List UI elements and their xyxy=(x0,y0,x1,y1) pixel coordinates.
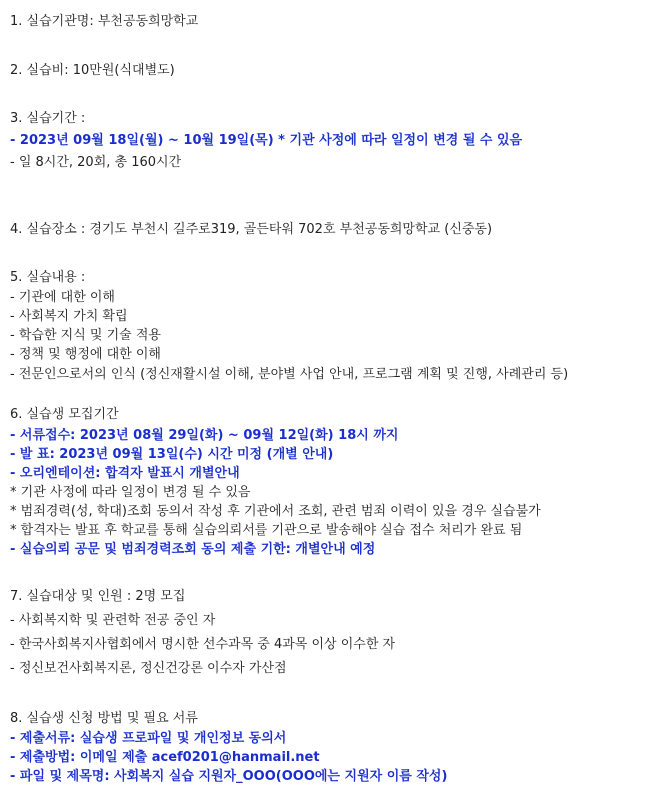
apply-line: - 제출방법: 이메일 제출 acef0201@hanmail.net xyxy=(10,750,320,765)
recruit-line: - 실습의뢰 공문 및 범죄경력조회 동의 제출 기한: 개별안내 예정 xyxy=(10,542,376,557)
section-5-heading: 5. 실습내용 : xyxy=(10,270,86,285)
content-item: - 정책 및 행정에 대한 이해 xyxy=(10,347,161,362)
recruit-line: - 오리엔테이션: 합격자 발표시 개별안내 xyxy=(10,466,240,481)
recruit-note: * 합격자는 발표 후 학교를 통해 실습의뢰서를 기관으로 발송해야 실습 접수 처리가 완료 됨 xyxy=(10,523,523,538)
content-item: - 전문인으로서의 인식 (정신재활시설 이해, 분야별 사업 안내, 프로그램 계획 및 진행, 사례관리 등) xyxy=(10,367,569,382)
apply-line: - 제출서류: 실습생 프로파일 및 개인정보 동의서 xyxy=(10,731,287,746)
section-2-heading: 2. 실습비: 10만원(식대별도) xyxy=(10,63,175,78)
content-item: - 학습한 지식 및 기술 적용 xyxy=(10,328,161,343)
recruit-note: * 기관 사정에 따라 일정이 변경 될 수 있음 xyxy=(10,485,251,500)
content-item: - 기관에 대한 이해 xyxy=(10,290,115,305)
target-item: - 사회복지학 및 관련학 전공 중인 자 xyxy=(10,613,216,628)
period-date-line: - 2023년 09월 18일(월) ~ 10월 19일(목) * 기관 사정에 따라 일정이 변경 될 수 있음 xyxy=(10,133,523,148)
section-4-heading: 4. 실습장소 : 경기도 부천시 길주로319, 골든타워 702호 부천공동희망학교 (신중동) xyxy=(10,222,493,237)
content-item: - 사회복지 가치 확립 xyxy=(10,309,128,324)
section-3-heading: 3. 실습기간 : xyxy=(10,111,86,126)
section-6-heading: 6. 실습생 모집기간 xyxy=(10,407,119,422)
target-item: - 정신보건사회복지론, 정신건강론 이수자 가산점 xyxy=(10,661,287,676)
apply-line: - 파일 및 제목명: 사회복지 실습 지원자_OOO(OOO에는 지원자 이름 작성) xyxy=(10,769,448,784)
section-8-heading: 8. 실습생 신청 방법 및 필요 서류 xyxy=(10,711,198,726)
period-hours-line: - 일 8시간, 20회, 총 160시간 xyxy=(10,155,182,170)
target-item: - 한국사회복지사협회에서 명시한 선수과목 중 4과목 이상 이수한 자 xyxy=(10,637,396,652)
recruit-line: - 서류접수: 2023년 08월 29일(화) ~ 09월 12일(화) 18시 까지 xyxy=(10,428,399,443)
section-7-heading: 7. 실습대상 및 인원 : 2명 모집 xyxy=(10,589,186,604)
section-1-heading: 1. 실습기관명: 부천공동희망학교 xyxy=(10,14,199,29)
recruit-line: - 발 표: 2023년 09월 13일(수) 시간 미정 (개별 안내) xyxy=(10,447,334,462)
recruit-note: * 범죄경력(성, 학대)조회 동의서 작성 후 기관에서 조회, 관련 범죄 이력이 있을 경우 실습불가 xyxy=(10,504,541,519)
